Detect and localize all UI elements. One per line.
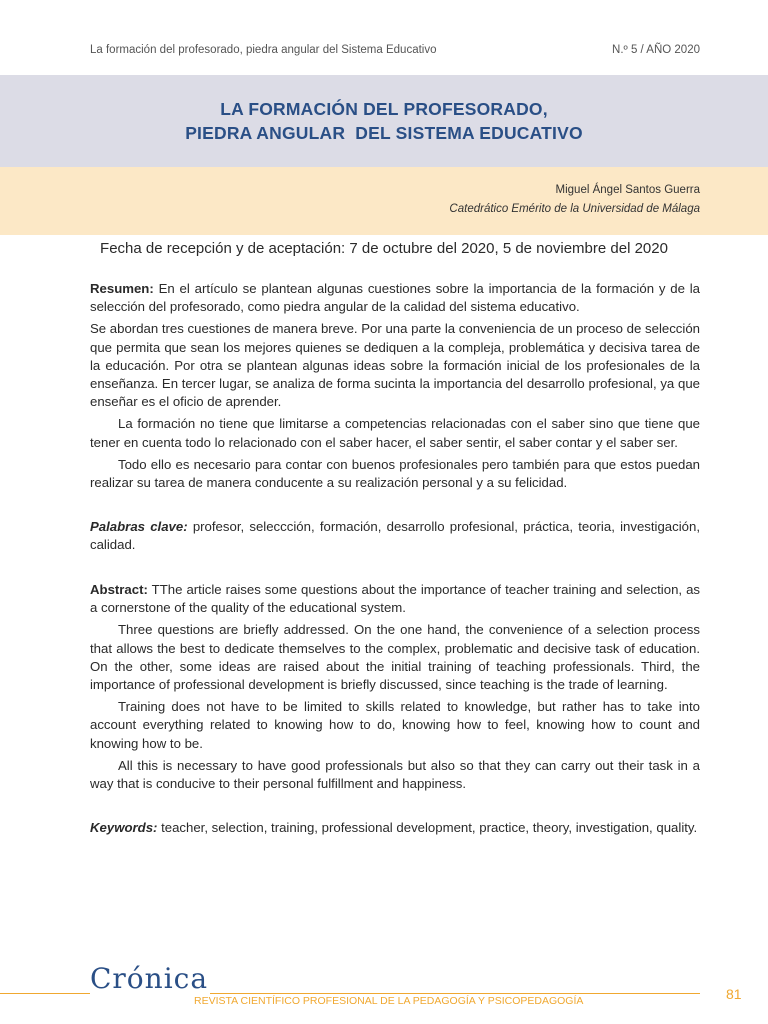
title-band <box>0 75 768 167</box>
abstract-paragraph-2: Three questions are briefly addressed. On the one hand, the convenience of a selection process that allows the best to dedicate themselves to the complex, problematic and decisive task of education. On the other, some ideas are raised about the initial training of teaching professionals. Third, the importance of professional development is briefly discussed, since teaching is the trade of learning. <box>90 622 700 693</box>
keywords-section <box>90 819 700 837</box>
palabras-clave-section <box>90 518 700 554</box>
resumen-paragraph-3: La formación no tiene que limitarse a competencias relacionadas con el saber sino que tiene que tener en cuenta todo lo relacionado con el saber hacer, el saber sentir, el saber contar y el saber ser. <box>90 416 700 450</box>
running-title: La formación del profesorado, piedra angular del Sistema Educativo <box>90 44 437 56</box>
running-header <box>90 44 700 56</box>
abstract-section <box>90 581 700 793</box>
resumen-paragraph-1 <box>90 280 700 316</box>
abstract-label: Abstract: <box>90 582 148 597</box>
resumen-paragraph-2: Se abordan tres cuestiones de manera breve. Por una parte la conveniencia de un proceso de selección que permita que sean los mejores quienes se dediquen a la compleja, problemática y decisiva tarea de la educación. Por otra se plantean algunas ideas sobre la formación inicial de los profesionales de la enseñanza. En tercer lugar, se analiza de forma sucinta la importancia del desarrollo profesional, ya que enseñar es el oficio de aprender. <box>90 321 700 410</box>
author-band <box>0 167 768 235</box>
page-number: 81 <box>726 986 742 1002</box>
keywords-text: teacher, selection, training, professional development, practice, theory, investigation, quality. <box>157 820 698 835</box>
resumen-label: Resumen: <box>90 281 154 296</box>
issue-number: N.º 5 / AÑO 2020 <box>612 44 700 56</box>
journal-logo: Crónica <box>90 962 209 995</box>
palabras-clave-label: Palabras clave: <box>90 519 188 534</box>
keywords-label: Keywords: <box>90 820 158 835</box>
journal-name: REVISTA CIENTÍFICO PROFESIONAL DE LA PEDAGOGÍA Y PSICOPEDAGOGÍA <box>194 995 584 1007</box>
article-title-line-1: LA FORMACIÓN DEL PROFESORADO, <box>220 99 548 119</box>
resumen-paragraph-4: Todo ello es necesario para contar con buenos profesionales pero también para que estos puedan realizar su tarea de manera conducente a su realización personal y a su felicidad. <box>90 456 700 491</box>
abstract-text-1: TThe article raises some questions about the importance of teacher training and selection, as a cornerstone of the quality of the educational system. <box>90 582 700 616</box>
keywords-paragraph <box>90 819 700 837</box>
author-name: Miguel Ángel Santos Guerra <box>555 184 700 196</box>
resumen-section <box>90 280 700 492</box>
palabras-clave-text: profesor, seleccción, formación, desarrollo profesional, práctica, teoria, investigación, calidad. <box>90 519 700 553</box>
article-title-line-2: PIEDRA ANGULAR DEL SISTEMA EDUCATIVO <box>185 123 583 143</box>
author-affiliation: Catedrático Emérito de la Universidad de Málaga <box>449 203 700 215</box>
abstract-paragraph-1 <box>90 581 700 617</box>
resumen-text-1: En el artículo se plantean algunas cuestiones sobre la importancia de la formación y de la selección del profesorado, como piedra angular de la calidad del sistema educativo. <box>90 281 700 315</box>
reception-dates: Fecha de recepción y de aceptación: 7 de octubre del 2020, 5 de noviembre del 2020 <box>100 240 668 257</box>
abstract-paragraph-3: Training does not have to be limited to skills related to knowledge, but rather has to take into account everything related to knowing how to do, knowing how to feel, knowing how to count and knowing how to be. <box>90 699 700 751</box>
palabras-clave-paragraph <box>90 518 700 554</box>
abstract-paragraph-4: All this is necessary to have good professionals but also so that they can carry out their task in a way that is conducive to their personal fulfillment and happiness. <box>90 757 700 792</box>
